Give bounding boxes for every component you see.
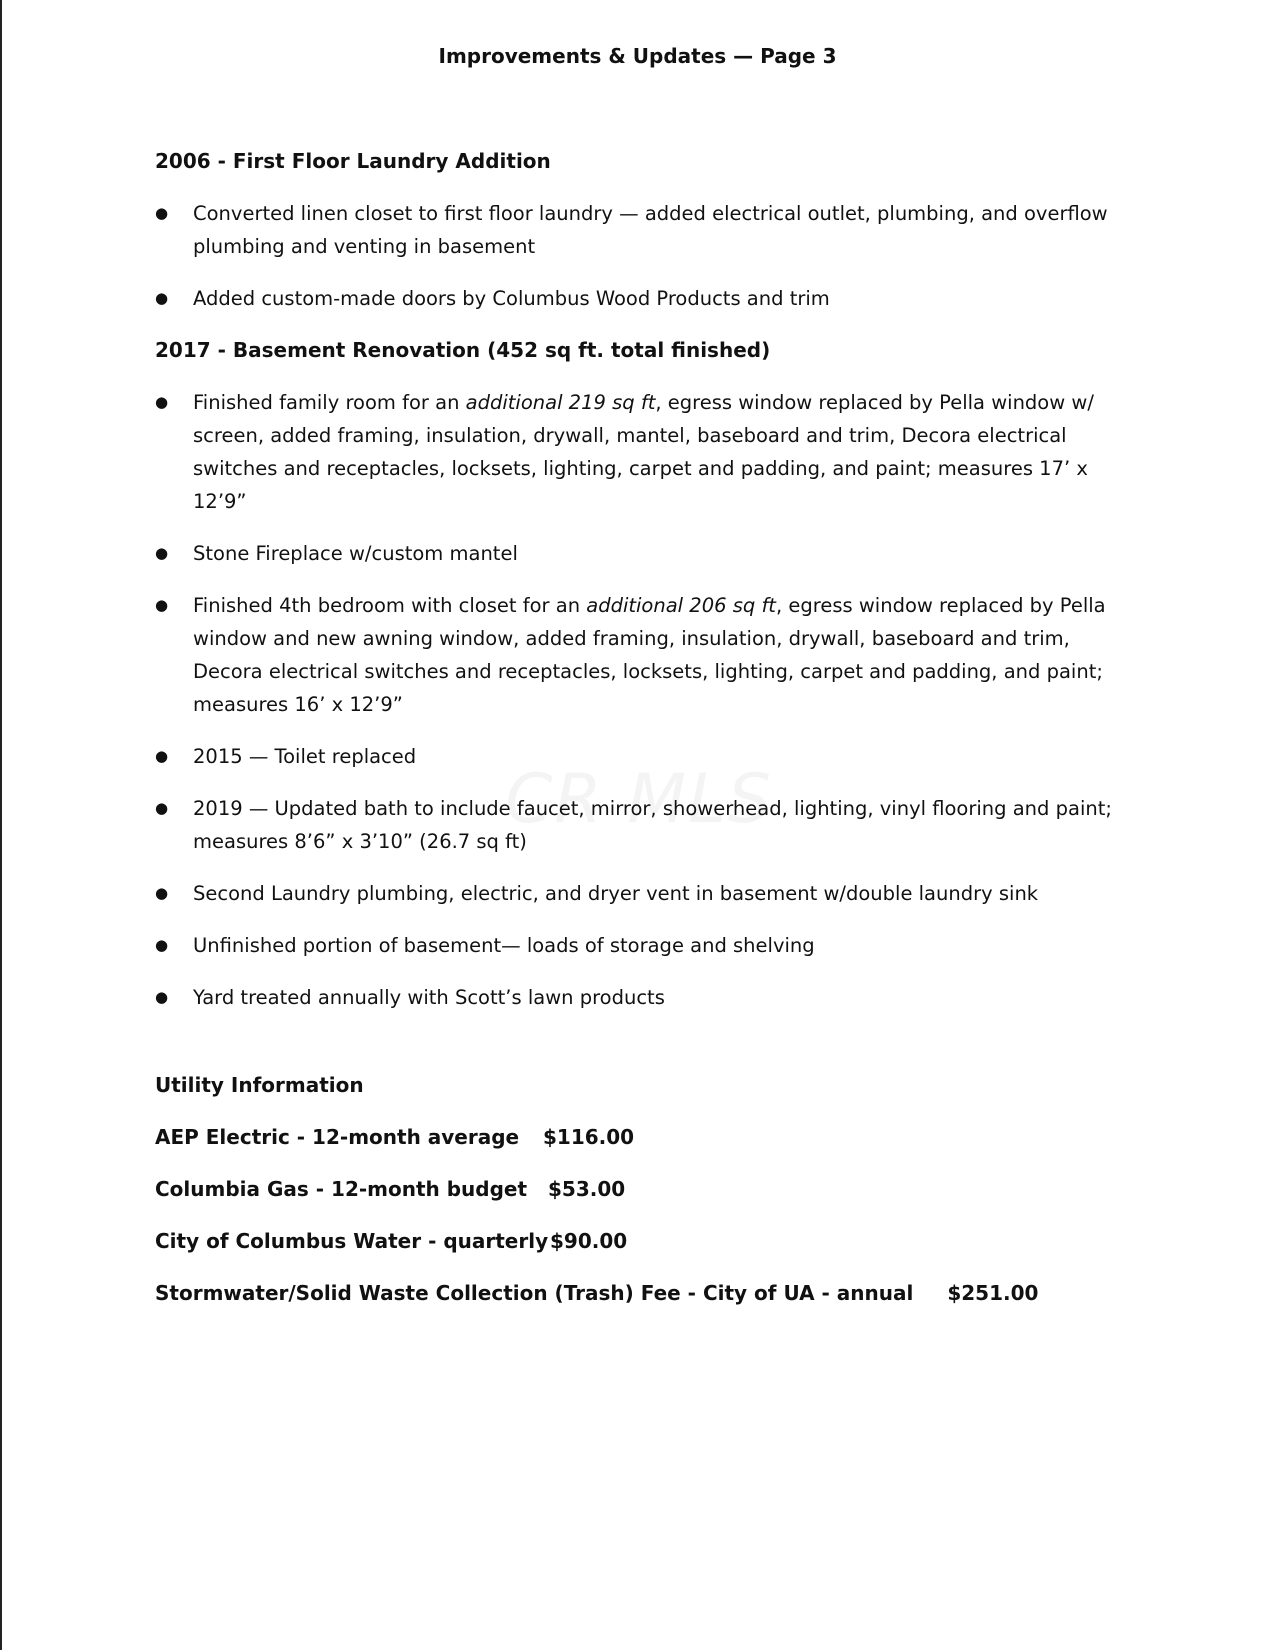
bullet-icon: ●: [155, 596, 169, 614]
list-item-text: Unfinished portion of basement— loads of storage and shelving: [193, 934, 815, 957]
utility-row: [155, 1277, 1135, 1309]
document-body: [155, 145, 1135, 1329]
utility-amount: $53.00: [548, 1177, 626, 1201]
list-item-text: Second Laundry plumbing, electric, and dryer vent in basement w/double laundry sink: [193, 882, 1039, 905]
list-item-text: 2019 — Updated bath to include faucet, mirror, showerhead, lighting, vinyl flooring and paint; measures 8’6” x 3’10” (26.7 sq ft): [193, 797, 1112, 853]
list-item-text: [193, 594, 1106, 716]
utility-amount: $116.00: [543, 1125, 635, 1149]
list-item: [155, 981, 1135, 1014]
emphasis-text: additional 219 sq ft: [465, 391, 656, 414]
section-heading-laundry: 2006 - First Floor Laundry Addition: [155, 149, 551, 173]
bullet-icon: ●: [155, 884, 169, 902]
basement-list: [155, 386, 1135, 1014]
text-run: , egress window replaced by Pella window and new awning window, added framing, insulation, drywall, baseboard and trim, Decora electrical switches and receptacles, locksets, lighting, carpet and padding, and paint; measures 16’ x 12’9”: [193, 594, 1106, 716]
bullet-icon: ●: [155, 204, 169, 222]
bullet-icon: ●: [155, 936, 169, 954]
bullet-icon: ●: [155, 799, 169, 817]
utility-row: [155, 1173, 1135, 1205]
bullet-icon: ●: [155, 544, 169, 562]
list-item-text: Stone Fireplace w/custom mantel: [193, 542, 518, 565]
utility-row: [155, 1121, 1135, 1153]
text-run: Finished family room for an: [193, 391, 466, 414]
list-item: [155, 537, 1135, 570]
list-item: [155, 197, 1135, 263]
bullet-icon: ●: [155, 393, 169, 411]
page-title: Improvements & Updates — Page 3: [438, 44, 837, 68]
list-item-text: Converted linen closet to first floor laundry — added electrical outlet, plumbing, and overflow plumbing and venting in basement: [193, 202, 1108, 258]
list-item-text: Added custom-made doors by Columbus Wood Products and trim: [193, 287, 830, 310]
text-run: , egress window replaced by Pella window w/ screen, added framing, insulation, drywall, mantel, baseboard and trim, Decora electrical switches and receptacles, locksets, lighting, carpet and padding, and paint; measures 17’ x 12’9”: [193, 391, 1094, 513]
list-item-text: Yard treated annually with Scott’s lawn products: [193, 986, 665, 1009]
text-run: Finished 4th bedroom with closet for an: [193, 594, 587, 617]
list-item: [155, 282, 1135, 315]
bullet-icon: ●: [155, 747, 169, 765]
list-item: [155, 386, 1135, 518]
utility-amount: $90.00: [550, 1229, 628, 1253]
bullet-icon: ●: [155, 988, 169, 1006]
utility-row: [155, 1225, 1135, 1257]
utility-amount: $251.00: [947, 1281, 1039, 1305]
section-heading-basement: 2017 - Basement Renovation (452 sq ft. total finished): [155, 338, 771, 362]
list-item: [155, 929, 1135, 962]
list-item: [155, 792, 1135, 858]
page-left-border: [0, 0, 2, 1650]
emphasis-text: additional 206 sq ft: [586, 594, 776, 617]
list-item: [155, 589, 1135, 721]
list-item: [155, 740, 1135, 773]
bullet-icon: ●: [155, 289, 169, 307]
list-item-text: 2015 — Toilet replaced: [193, 745, 417, 768]
list-item: [155, 877, 1135, 910]
utility-section: [155, 1069, 1135, 1309]
utility-heading: Utility Information: [155, 1073, 364, 1097]
list-item-text: [193, 391, 1094, 513]
utility-label: Stormwater/Solid Waste Collection (Trash) Fee - City of UA - annual: [155, 1281, 914, 1305]
laundry-list: [155, 197, 1135, 315]
utility-label: Columbia Gas - 12-month budget: [155, 1177, 528, 1201]
utility-label: City of Columbus Water - quarterly: [155, 1229, 549, 1253]
utility-label: AEP Electric - 12-month average: [155, 1125, 520, 1149]
